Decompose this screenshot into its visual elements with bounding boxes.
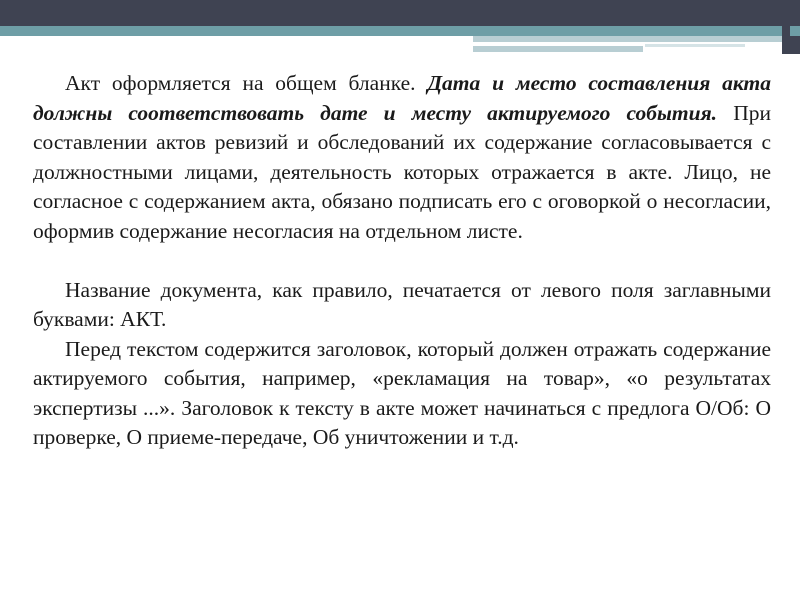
paragraph-rest: При составлении актов ревизий и обследований их содержание согласовывается с должностными лицами, деятельность которых отражается в акте. Лицо, не согласное с содержанием акта, обязано подписать его с оговоркой о несогласии, оформив содержание несогласия на отдельном листе. [33,100,771,243]
slide-body-text [33,69,771,453]
header-corner-accent [790,26,800,36]
paragraph-lead: Акт оформляется на общем бланке. [65,71,428,95]
paragraph-emphasis: Дата и место составления акта должны соответствовать дате и месту актируемого события. [33,71,771,125]
paragraph-act-form [33,69,771,246]
paragraph-heading-rule: Перед текстом содержится заголовок, который должен отражать содержание актируемого события, например, «рекламация на товар», «о результатах экспертизы ...». Заголовок к тексту в акте может начинаться с предлога О/Об: О проверке, О приеме-передаче, Об уничтожении и т.д. [33,336,771,449]
header-teal-band [0,26,800,36]
header-dark-band [0,0,800,26]
header-accent-bar-short [473,46,643,52]
paragraph-document-title: Название документа, как правило, печатается от левого поля заглавными буквами: АКТ. [33,277,771,331]
header-accent-bar-thin [645,44,745,47]
header-accent-bar [473,36,800,42]
paragraph-spacer [33,246,771,276]
